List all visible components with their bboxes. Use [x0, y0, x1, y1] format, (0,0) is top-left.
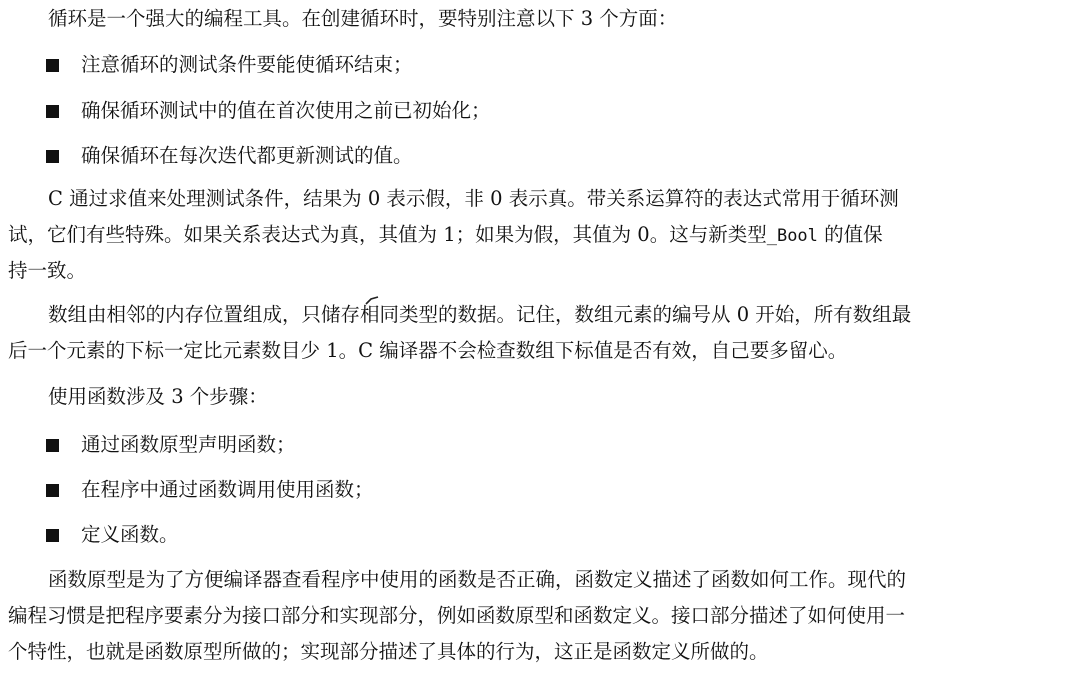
bool-type-code: _Bool — [766, 226, 818, 246]
bullet-square-icon — [46, 150, 59, 163]
para-condition-line-3: 持一致。 — [8, 259, 87, 282]
para-condition-line-1: C 通过求值来处理测试条件，结果为 0 表示假，非 0 表示真。带关系运算符的表达式常用于循环测 — [48, 187, 899, 210]
bullet-square-icon — [46, 439, 59, 452]
bullet-square-icon — [46, 484, 59, 497]
bullet-square-icon — [46, 529, 59, 542]
bullet-square-icon — [46, 59, 59, 72]
para-condition-line-2-tail: 的值保 — [817, 223, 883, 246]
para-array-line-1: 数组由相邻的内存位置组成，只储存相同类型的数据。记住，数组元素的编号从 0 开始，所有数组最 — [48, 303, 912, 326]
function-bullet-item: 通过函数原型声明函数； — [81, 433, 296, 456]
para-prototype-line-2: 编程习惯是把程序要素分为接口部分和实现部分，例如函数原型和函数定义。接口部分描述了如何使用一 — [8, 604, 906, 627]
para-prototype-line-1: 函数原型是为了方便编译器查看程序中使用的函数是否正确，函数定义描述了函数如何工作。现代的 — [48, 568, 907, 591]
bullet-square-icon — [46, 105, 59, 118]
function-bullet-item: 定义函数。 — [81, 523, 179, 546]
intro-function-text: 使用函数涉及 3 个步骤： — [48, 385, 268, 408]
para-condition-line-2-text: 试，它们有些特殊。如果关系表达式为真，其值为 1；如果为假，其值为 0。这与新类型 — [8, 223, 767, 246]
para-prototype-line-3: 个特性，也就是函数原型所做的；实现部分描述了具体的行为，这正是函数定义所做的。 — [8, 640, 769, 663]
loop-bullet-item: 确保循环在每次迭代都更新测试的值。 — [81, 144, 413, 167]
function-bullet-item: 在程序中通过函数调用使用函数； — [81, 478, 374, 501]
loop-bullet-item: 注意循环的测试条件要能使循环结束； — [81, 53, 413, 76]
para-condition-line-2 — [8, 218, 883, 252]
intro-loop-text: 循环是一个强大的编程工具。在创建循环时，要特别注意以下 3 个方面： — [48, 7, 678, 30]
loop-bullet-item: 确保循环测试中的值在首次使用之前已初始化； — [81, 99, 491, 122]
para-array-line-2: 后一个元素的下标一定比元素数目少 1。C 编译器不会检查数组下标值是否有效，自己要多留心。 — [8, 339, 848, 362]
